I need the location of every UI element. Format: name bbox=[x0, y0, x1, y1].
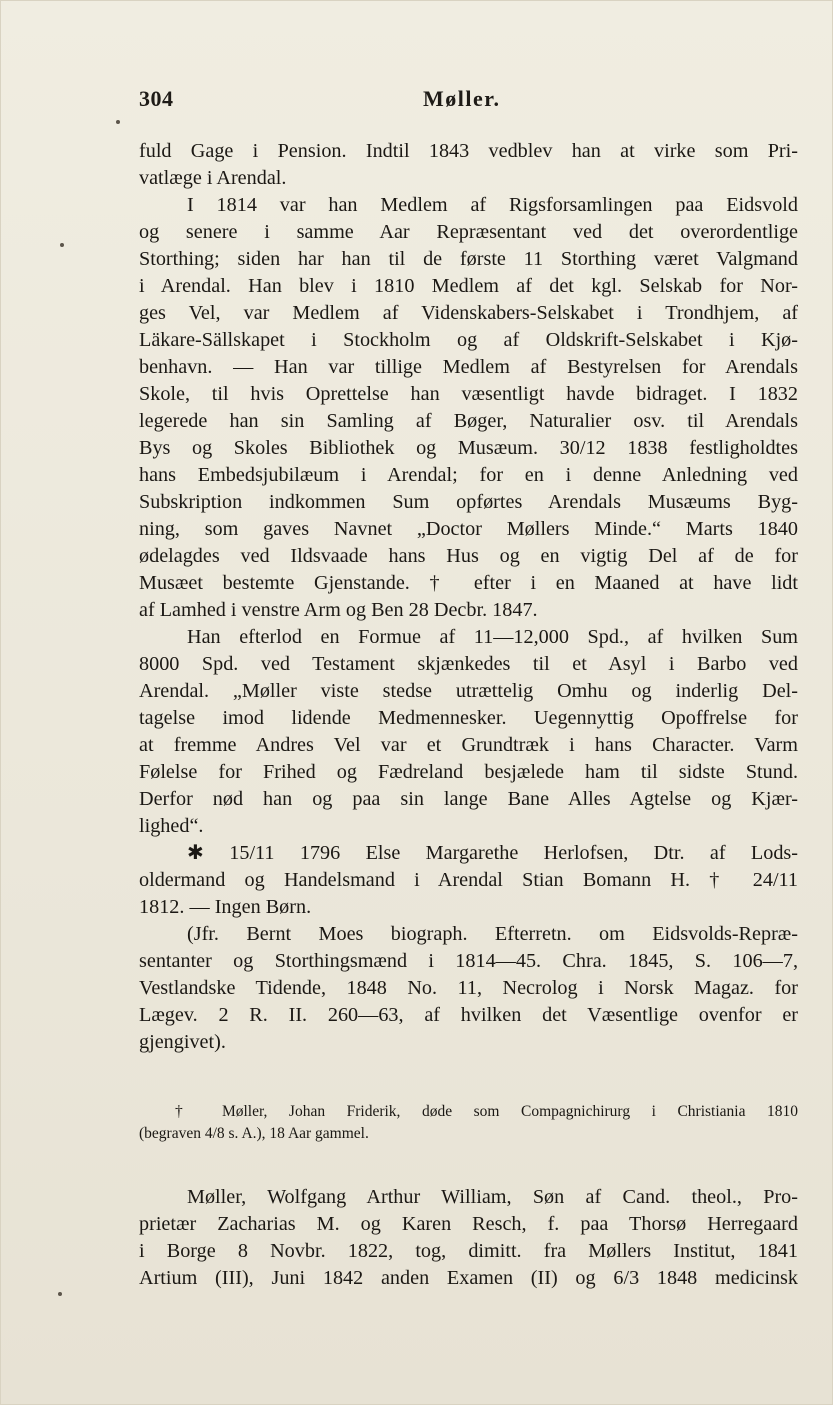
small-text-line: † Møller, Johan Friderik, døde som Compagnichirurg i Christiania 1810 bbox=[175, 1103, 798, 1120]
text-line: Han efterlod en Formue af 11—12,000 Spd., af hvilken Sum bbox=[187, 626, 798, 648]
entry-line: prietær Zacharias M. og Karen Resch, f. paa Thorsø Herregaard bbox=[139, 1213, 798, 1235]
entry-line: Møller, Wolfgang Arthur William, Søn af Cand. theol., Pro- bbox=[187, 1186, 798, 1208]
text-line: 8000 Spd. ved Testament skjænkedes til et Asyl i Barbo ved bbox=[139, 653, 798, 675]
text-line: i Arendal. Han blev i 1810 Medlem af det kgl. Selskab for Nor- bbox=[139, 275, 798, 297]
text-line: ✱ 15/11 1796 Else Margarethe Herlofsen, Dtr. af Lods- bbox=[187, 842, 798, 864]
text-line: ning, som gaves Navnet „Doctor Møllers Minde.“ Marts 1840 bbox=[139, 518, 798, 540]
text-line: Arendal. „Møller viste stedse utrættelig Omhu og inderlig Del- bbox=[139, 680, 798, 702]
text-line: lighed“. bbox=[139, 815, 204, 837]
paper-speck bbox=[116, 120, 120, 124]
text-line: hans Embedsjubilæum i Arendal; for en i denne Anledning ved bbox=[139, 464, 798, 486]
text-line: vatlæge i Arendal. bbox=[139, 167, 287, 189]
text-line: Subskription indkommen Sum opførtes Arendals Musæums Byg- bbox=[139, 491, 798, 513]
text-line: Lægev. 2 R. II. 260—63, af hvilken det Væsentlige ovenfor er bbox=[139, 1004, 798, 1026]
text-line: Storthing; siden har han til de første 11 Storthing været Valgmand bbox=[139, 248, 798, 270]
text-line: I 1814 var han Medlem af Rigsforsamlingen paa Eidsvold bbox=[187, 194, 798, 216]
text-line: sentanter og Storthingsmænd i 1814—45. Chra. 1845, S. 106—7, bbox=[139, 950, 798, 972]
entry-line: Artium (III), Juni 1842 anden Examen (II) og 6/3 1848 medicinsk bbox=[139, 1267, 798, 1289]
text-line: gjengivet). bbox=[139, 1031, 226, 1053]
text-line: ødelagdes ved Ildsvaade hans Hus og en vigtig Del af de for bbox=[139, 545, 798, 567]
text-line: Følelse for Frihed og Fædreland besjælede ham til sidste Stund. bbox=[139, 761, 798, 783]
text-line: tagelse imod lidende Medmennesker. Uegennyttig Opoffrelse for bbox=[139, 707, 798, 729]
text-line: (Jfr. Bernt Moes biograph. Efterretn. om Eidsvolds-Repræ- bbox=[187, 923, 798, 945]
text-line: legerede han sin Samling af Bøger, Naturalier osv. til Arendals bbox=[139, 410, 798, 432]
text-line: af Lamhed i venstre Arm og Ben 28 Decbr. 1847. bbox=[139, 599, 538, 621]
text-line: og senere i samme Aar Repræsentant ved det overordentlige bbox=[139, 221, 798, 243]
text-line: oldermand og Handelsmand i Arendal Stian Bomann H. † 24/11 bbox=[139, 869, 798, 891]
text-line: Läkare-Sällskapet i Stockholm og af Oldskrift-Selskabet i Kjø- bbox=[139, 329, 798, 351]
text-line: Vestlandske Tidende, 1848 No. 11, Necrolog i Norsk Magaz. for bbox=[139, 977, 798, 999]
text-line: fuld Gage i Pension. Indtil 1843 vedblev han at virke som Pri- bbox=[139, 140, 798, 162]
running-title: Møller. bbox=[423, 86, 501, 111]
text-line: Bys og Skoles Bibliothek og Musæum. 30/12 1838 festligholdtes bbox=[139, 437, 798, 459]
paper-speck bbox=[58, 1292, 62, 1296]
text-line: Derfor nød han og paa sin lange Bane Alles Agtelse og Kjær- bbox=[139, 788, 798, 810]
text-line: ges Vel, var Medlem af Videnskabers-Selskabet i Trondhjem, af bbox=[139, 302, 798, 324]
text-line: Musæet bestemte Gjenstande. † efter i en Maaned at have lidt bbox=[139, 572, 798, 594]
text-line: at fremme Andres Vel var et Grundtræk i hans Character. Varm bbox=[139, 734, 798, 756]
paper-speck bbox=[60, 243, 64, 247]
entry-line: i Borge 8 Novbr. 1822, tog, dimitt. fra Møllers Institut, 1841 bbox=[139, 1240, 798, 1262]
text-line: 1812. — Ingen Børn. bbox=[139, 896, 312, 918]
main-text-block bbox=[139, 138, 798, 1289]
small-text-line: (begraven 4/8 s. A.), 18 Aar gammel. bbox=[139, 1125, 369, 1142]
page-number: 304 bbox=[139, 86, 174, 111]
text-line: benhavn. — Han var tillige Medlem af Bestyrelsen for Arendals bbox=[139, 356, 798, 378]
page-header bbox=[139, 86, 799, 116]
text-line: Skole, til hvis Oprettelse han væsentligt havde bidraget. I 1832 bbox=[139, 383, 798, 405]
